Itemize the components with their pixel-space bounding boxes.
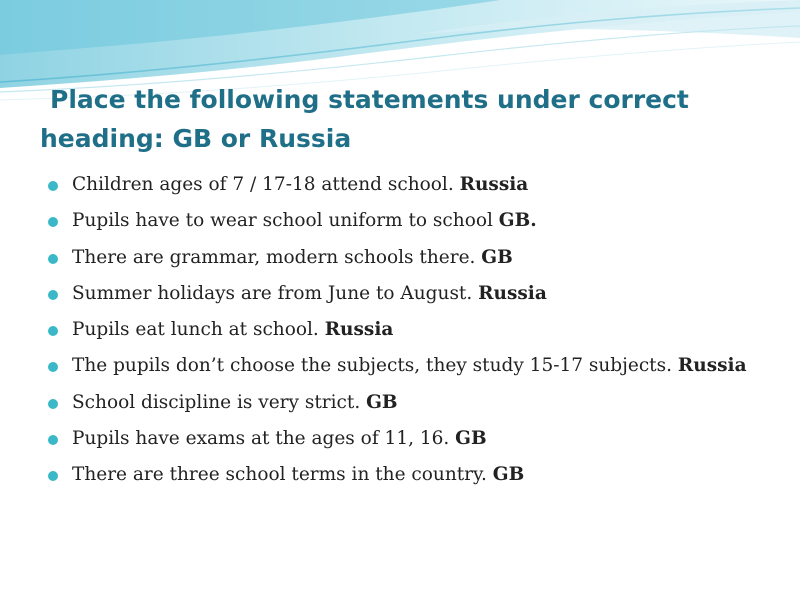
answer-label: GB <box>481 246 513 268</box>
list-item <box>48 353 748 379</box>
bullet-icon <box>48 181 58 191</box>
bullet-icon <box>48 362 58 372</box>
answer-label: Russia <box>478 282 547 304</box>
answer-label: GB. <box>498 210 537 232</box>
statement-list <box>48 172 748 499</box>
list-item <box>48 426 748 452</box>
list-item <box>48 172 748 198</box>
list-item <box>48 390 748 416</box>
statement-text: Summer holidays are from June to August. <box>72 282 473 304</box>
page-title <box>40 80 760 158</box>
statement-text: Pupils have to wear school uniform to school <box>72 210 493 232</box>
list-item <box>48 245 748 271</box>
statement-text: Pupils eat lunch at school. <box>72 319 319 341</box>
bullet-icon <box>48 290 58 300</box>
bullet-icon <box>48 471 58 481</box>
statement-text: There are grammar, modern schools there. <box>72 246 476 268</box>
statement-text: The pupils don’t choose the subjects, they study 15-17 subjects. <box>72 355 672 377</box>
bullet-icon <box>48 435 58 445</box>
list-item <box>48 208 748 234</box>
title-line-2: heading: GB or Russia <box>40 124 352 153</box>
statement-text: School discipline is very strict. <box>72 391 361 413</box>
answer-label: GB <box>455 428 487 450</box>
statement-text: Children ages of 7 / 17-18 attend school. <box>72 174 454 195</box>
list-item <box>48 281 748 307</box>
statement-text: There are three school terms in the country. <box>72 464 487 486</box>
answer-label: Russia <box>459 174 529 195</box>
title-line-1: Place the following statements under correct <box>50 85 689 114</box>
answer-label: GB <box>366 391 398 413</box>
answer-label: Russia <box>324 319 394 341</box>
answer-label: Russia <box>677 355 747 377</box>
statement-text: Pupils have exams at the ages of 11, 16. <box>72 428 450 450</box>
bullet-icon <box>48 254 58 264</box>
list-item <box>48 317 748 343</box>
bullet-icon <box>48 399 58 409</box>
bullet-icon <box>48 217 58 227</box>
list-item <box>48 462 748 488</box>
answer-label: GB <box>492 464 525 486</box>
bullet-icon <box>48 326 58 336</box>
